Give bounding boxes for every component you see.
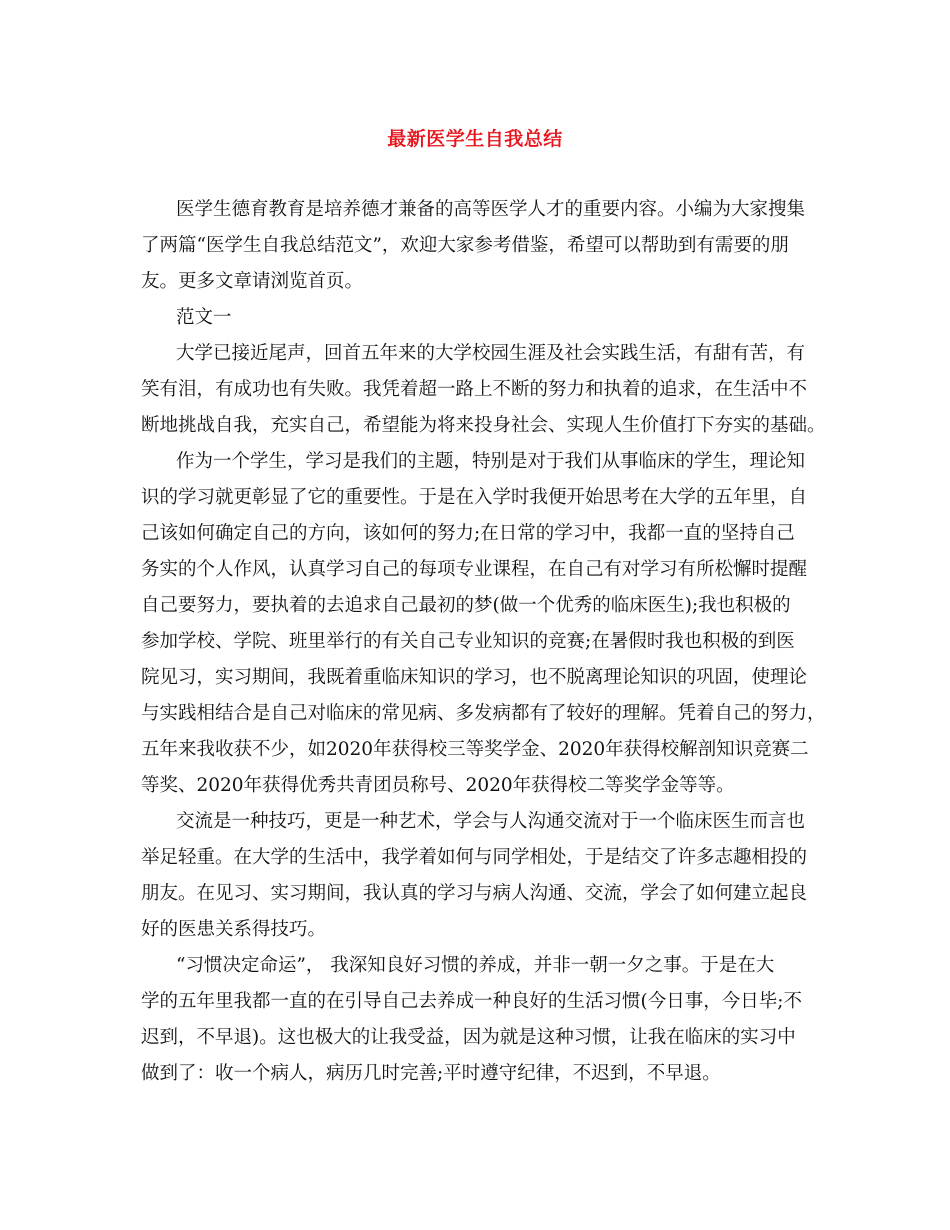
paragraph-line: 了两篇“医学生自我总结范文”，欢迎大家参考借鉴，希望可以帮助到有需要的朋 <box>141 235 789 256</box>
paragraph-line: 好的医患关系得技巧。 <box>141 919 327 940</box>
paragraph-line: 迟到，不早退)。这也极大的让我受益，因为就是这种习惯，让我在临床的实习中 <box>141 1027 796 1048</box>
paragraph-line: 己该如何确定自己的方向，该如何的努力;在日常的学习中，我都一直的坚持自己 <box>141 523 795 544</box>
paragraph-line: 五年来我收获不少，如2020年获得校三等奖学金、2020年获得校解剖知识竞赛二 <box>141 739 809 760</box>
paragraph-line: 参加学校、学院、班里举行的有关自己专业知识的竞赛;在暑假时我也积极的到医 <box>141 631 795 652</box>
paragraph-line: 友。更多文章请浏览首页。 <box>141 271 364 292</box>
paragraph-line: 学的五年里我都一直的在引导自己去养成一种良好的生活习惯(今日事，今日毕;不 <box>141 991 802 1012</box>
paragraph-line: 断地挑战自我，充实自己，希望能为将来投身社会、实现人生价值打下夯实的基础。 <box>141 415 826 436</box>
paragraph-line: 交流是一种技巧，更是一种艺术，学会与人沟通交流对于一个临床医生而言也 <box>176 811 806 832</box>
paragraph-line: 等奖、2020年获得优秀共青团员称号、2020年获得校二等奖学金等等。 <box>141 775 735 796</box>
paragraph-line: 做到了：收一个病人，病历几时完善;平时遵守纪律，不迟到，不早退。 <box>141 1063 721 1084</box>
paragraph-line: 作为一个学生，学习是我们的主题，特别是对于我们从事临床的学生，理论知 <box>176 451 806 472</box>
paragraph-line: 务实的个人作风，认真学习自己的每项专业课程，在自己有对学习有所松懈时提醒 <box>141 559 808 580</box>
paragraph-line: 举足轻重。在大学的生活中，我学着如何与同学相处，于是结交了许多志趣相投的 <box>141 847 808 868</box>
paragraph-line: 识的学习就更彰显了它的重要性。于是在入学时我便开始思考在大学的五年里，自 <box>141 487 808 508</box>
paragraph-line: 大学已接近尾声，回首五年来的大学校园生涯及社会实践生活，有甜有苦，有 <box>176 343 806 364</box>
paragraph-line: 笑有泪，有成功也有失败。我凭着超一路上不断的努力和执着的追求，在生活中不 <box>141 379 808 400</box>
paragraph-line: 与实践相结合是自己对临床的常见病、多发病都有了较好的理解。凭着自己的努力， <box>141 703 826 724</box>
paragraph-line: 医学生德育教育是培养德才兼备的高等医学人才的重要内容。小编为大家搜集 <box>176 199 806 220</box>
paragraph-line: 自己要努力，要执着的去追求自己最初的梦(做一个优秀的临床医生);我也积极的 <box>141 595 791 616</box>
paragraph-line: 朋友。在见习、实习期间，我认真的学习与病人沟通、交流，学会了如何建立起良 <box>141 883 808 904</box>
paragraph-line: 院见习，实习期间，我既着重临床知识的学习，也不脱离理论知识的巩固，使理论 <box>141 667 808 688</box>
section-heading: 范文一 <box>176 307 232 328</box>
paragraph-line: “习惯决定命运”， 我深知良好习惯的养成，并非一朝一夕之事。于是在大 <box>176 955 775 976</box>
document-title: 最新医学生自我总结 <box>387 128 563 150</box>
